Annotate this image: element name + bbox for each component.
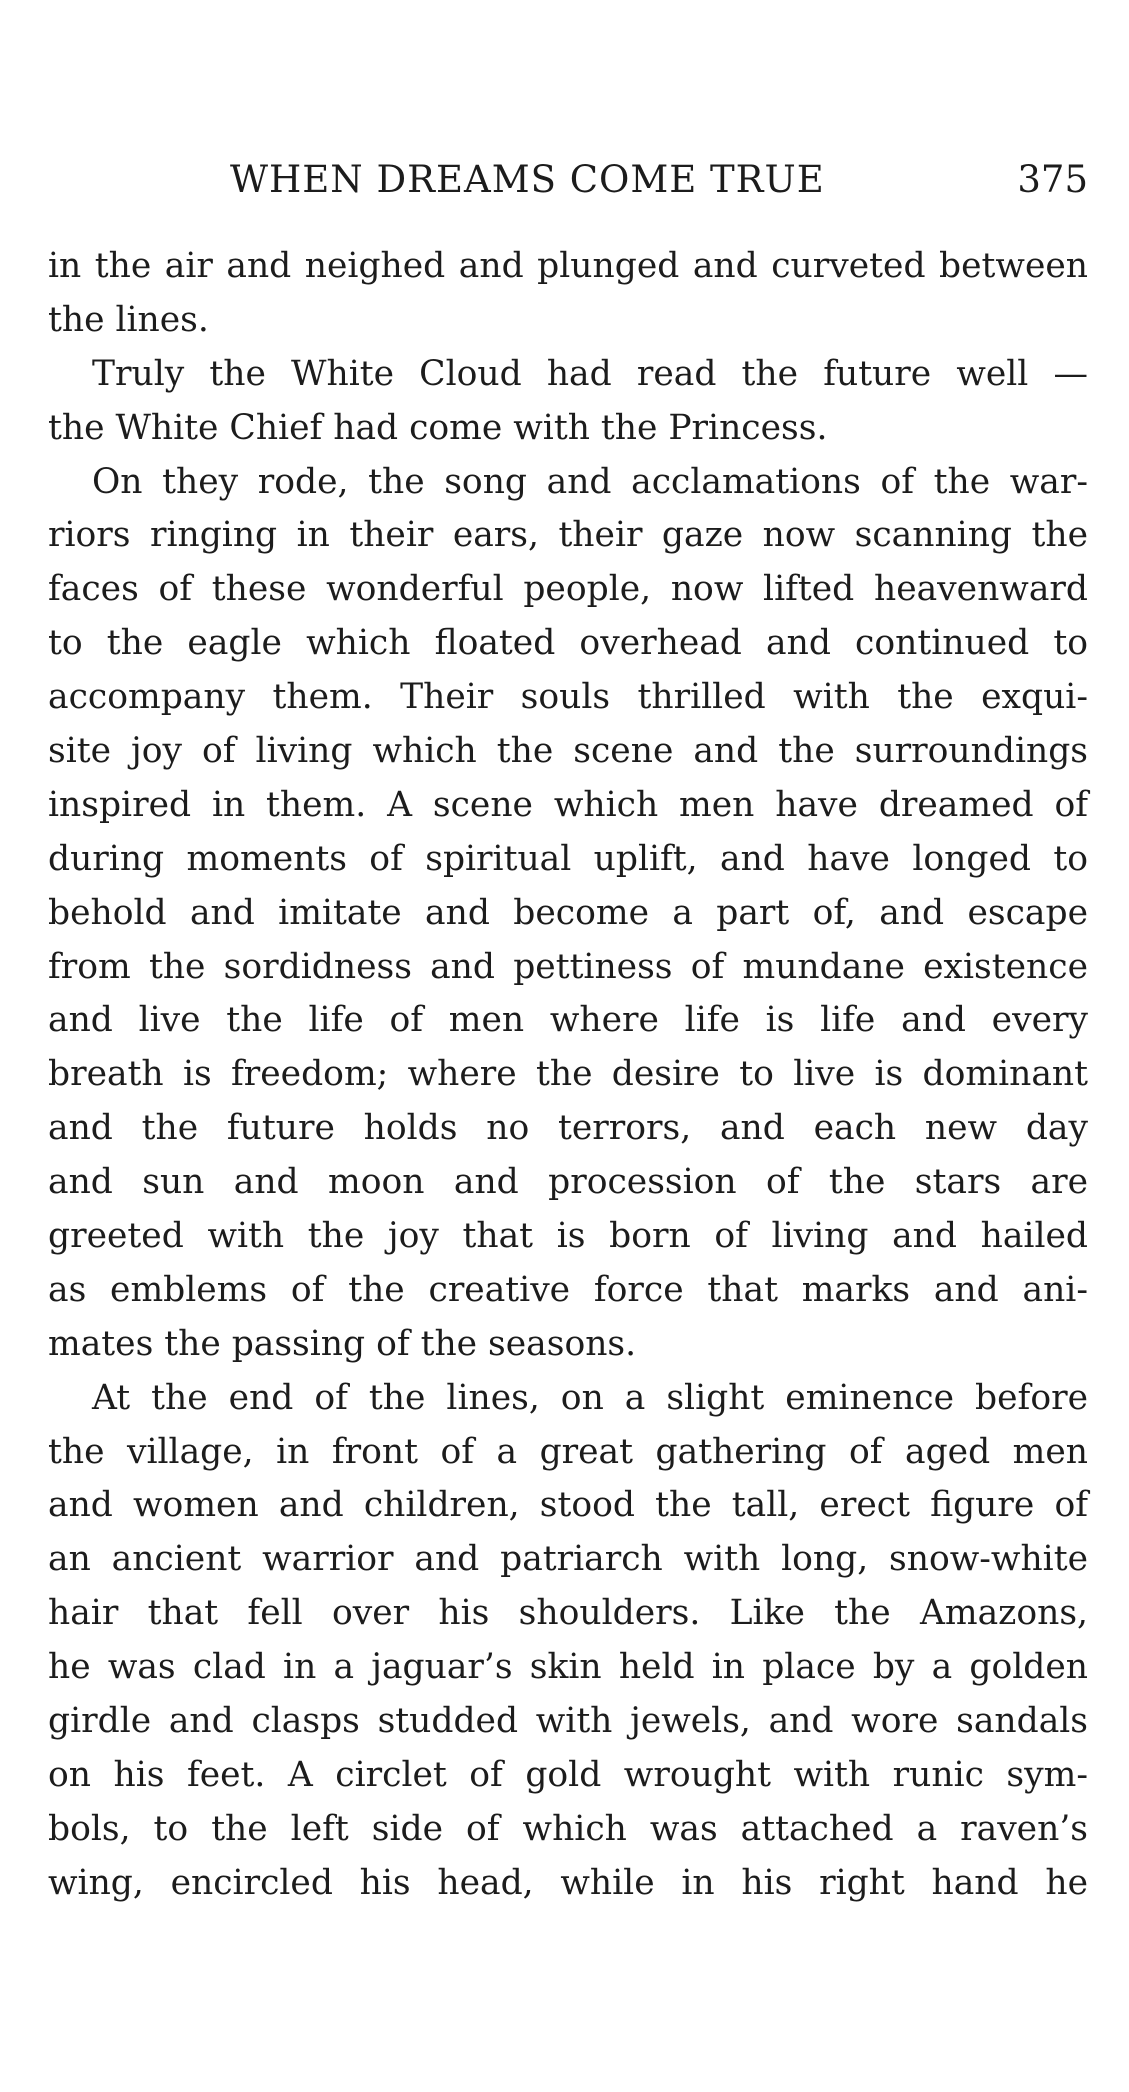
text-line: as emblems of the creative force that marks and ani- [48,1269,1088,1310]
text-line: site joy of living which the scene and the surroundings [48,731,1088,772]
paragraph-2 [48,348,1088,456]
text-line: during moments of spiritual uplift, and have longed to [48,838,1088,879]
running-title: WHEN DREAMS COME TRUE [230,158,825,201]
text-line: the village, in front of a great gathering of aged men [48,1431,1088,1472]
text-line: he was clad in a jaguar’s skin held in place by a golden [48,1647,1088,1688]
text-line: and women and children, stood the tall, erect figure of [48,1485,1088,1526]
text-line: inspired in them. A scene which men have dreamed of [48,784,1088,825]
text-line: and sun and moon and procession of the stars are [48,1162,1088,1203]
text-line: girdle and clasps studded with jewels, and wore sandals [48,1701,1088,1742]
text-line: an ancient warrior and patriarch with long, snow-white [48,1539,1088,1580]
body-text [48,240,1088,1911]
paragraph-3 [48,456,1088,1372]
text-line: bols, to the left side of which was attached a raven’s [48,1808,1088,1849]
running-head [48,150,1088,210]
text-line: from the sordidness and pettiness of mundane existence [48,946,1088,987]
text-line: riors ringing in their ears, their gaze now scanning the [48,515,1088,556]
text-line: the White Chief had come with the Princess. [48,407,828,448]
text-line: to the eagle which floated overhead and continued to [48,623,1088,664]
text-line: and live the life of men where life is life and every [48,1000,1088,1041]
paragraph-4 [48,1372,1088,1911]
text-line: the lines. [48,299,209,340]
text-line: greeted with the joy that is born of living and hailed [48,1216,1088,1257]
page-number: 375 [1017,158,1088,201]
paragraph-1 [48,240,1088,348]
text-line: in the air and neighed and plunged and curveted between [48,246,1088,286]
text-line: At the end of the lines, on a slight eminence before [92,1377,1088,1418]
text-line: wing, encircled his head, while in his right hand he [48,1862,1088,1903]
text-line: faces of these wonderful people, now lifted heavenward [48,569,1088,610]
text-line: accompany them. Their souls thrilled with the exqui- [48,677,1088,718]
text-line: mates the passing of the seasons. [48,1323,637,1364]
text-line: on his feet. A circlet of gold wrought with runic sym- [48,1754,1088,1795]
text-line: behold and imitate and become a part of, and escape [48,892,1088,933]
text-line: and the future holds no terrors, and each new day [48,1108,1088,1149]
text-line: hair that fell over his shoulders. Like the Amazons, [48,1593,1088,1634]
text-line: breath is freedom; where the desire to live is dominant [48,1054,1088,1095]
text-line: Truly the White Cloud had read the future well — [92,353,1088,394]
text-line: On they rode, the song and acclamations of the war- [92,461,1088,502]
